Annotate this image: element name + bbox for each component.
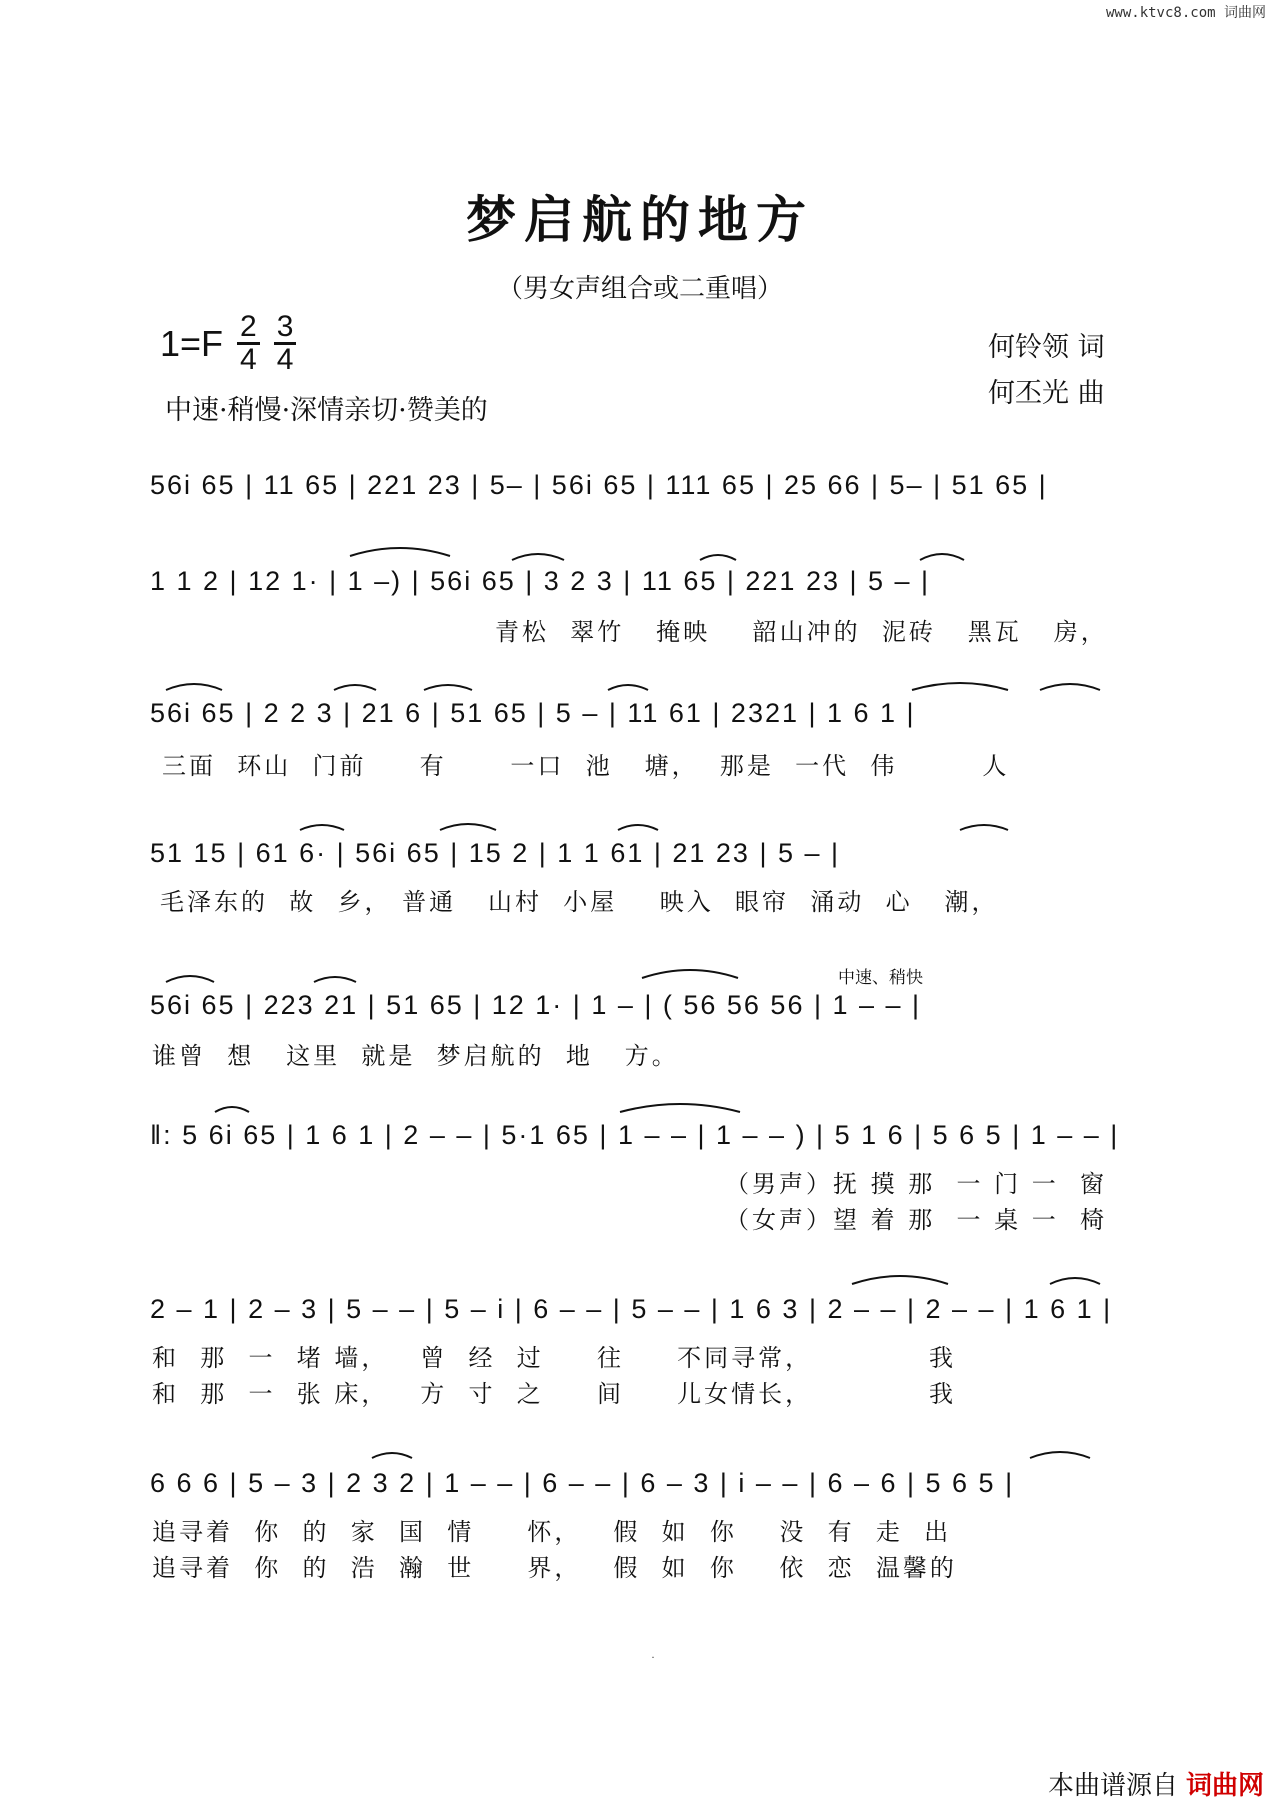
slur	[334, 685, 376, 690]
lyric-line-6-male: （男声）抚 摸 那 一 门 一 窗	[725, 1170, 1108, 1198]
time-signature-2	[274, 312, 297, 375]
tie	[642, 970, 738, 978]
footer-source: 本曲谱源自	[1047, 1771, 1178, 1801]
lyric-line-8-b: 追寻着 你 的 浩 瀚 世 界， 假 如 你 依 恋 温馨的	[152, 1554, 957, 1582]
slur	[618, 825, 658, 830]
watermark-text: www.ktvc8.com 词曲网	[1105, 5, 1266, 21]
credits	[988, 325, 1105, 417]
tie	[620, 1104, 740, 1112]
time-signature-1	[237, 312, 260, 375]
lyric-line-7-a: 和 那 一 堵 墙， 曾 经 过 往 不同寻常， 我	[152, 1344, 957, 1372]
slur	[314, 977, 356, 982]
notation-line-3: 56i 65 | 2 2 3 | 21 6 | 51 65 | 5 – | 11 61 | 2321 | 1 6 1 |	[150, 698, 916, 728]
lyric-line-5: 谁曾 想 这里 就是 梦启航的 地 方。	[152, 1042, 679, 1070]
slur	[1040, 684, 1100, 690]
slur	[960, 825, 1008, 830]
notation-line-6: ‖: 5 6i 65 | 1 6 1 | 2 – – | 5·1 65 | 1 – – | 1 – – ) | 5 1 6 | 5 6 5 | 1 – – |	[150, 1120, 1120, 1150]
tempo-change-marking: 中速、稍快	[838, 968, 923, 988]
slur	[215, 1107, 249, 1112]
notation-line-7: 2 – 1 | 2 – 3 | 5 – – | 5 – i | 6 – – | 5 – – | 1 6 3 | 2 – – | 2 – – | 1 6 1 |	[150, 1294, 1113, 1324]
key-label: 1=F	[160, 322, 224, 364]
notation-line-4: 51 15 | 61 6· | 56i 65 | 15 2 | 1 1 61 | 21 23 | 5 – |	[150, 838, 841, 868]
lyric-line-7-b: 和 那 一 张 床， 方 寸 之 间 儿女情长， 我	[152, 1380, 957, 1408]
notation-line-5: 56i 65 | 223 21 | 51 65 | 12 1· | 1 – | ( 56 56 56 | 1 – – |	[150, 990, 922, 1020]
composer: 何丕光 曲	[988, 378, 1105, 409]
slur	[920, 554, 964, 560]
tie	[350, 548, 450, 556]
lyricist: 何铃领 词	[988, 332, 1105, 363]
song-title: 梦启航的地方	[466, 190, 814, 249]
footer	[1048, 1765, 1264, 1802]
notation-line-8: 6 6 6 | 5 – 3 | 2 3 2 | 1 – – | 6 – – | 6 – 3 | i – – | 6 – 6 | 5 6 5 |	[150, 1468, 1015, 1498]
time-sig-denominator: 4	[240, 343, 257, 376]
lyric-line-2: 青松 翠竹 掩映 韶山冲的 泥砖 黑瓦 房，	[495, 618, 1108, 646]
lyric-line-8-a: 追寻着 你 的 家 国 情 怀， 假 如 你 没 有 走 出	[152, 1518, 952, 1546]
slur	[424, 685, 472, 690]
notation-line-2: 1 1 2 | 12 1· | 1 –) | 56i 65 | 3 2 3 | 11 65 | 221 23 | 5 – |	[150, 566, 931, 596]
slur	[912, 683, 1008, 690]
time-sig-numerator: 3	[274, 312, 297, 345]
footer-site-logo: 词曲网	[1185, 1771, 1264, 1801]
time-sig-denominator: 4	[276, 343, 294, 376]
slur	[608, 685, 648, 690]
key-signature	[160, 312, 296, 375]
song-subtitle: （男女声组合或二重唱）	[496, 274, 783, 304]
slur	[512, 554, 564, 560]
page-mark: ·	[651, 1650, 655, 1664]
slur	[1050, 1278, 1100, 1284]
notation-line-1: 56i 65 | 11 65 | 221 23 | 5– | 56i 65 | 111 65 | 25 66 | 5– | 51 65 |	[150, 470, 1048, 500]
tie	[852, 1276, 948, 1284]
slur	[166, 976, 214, 982]
lyric-line-6-female: （女声）望 着 那 一 桌 一 椅	[725, 1206, 1108, 1234]
lyric-line-4: 毛泽东的 故 乡， 普通 山村 小屋 映入 眼帘 涌动 心 潮，	[160, 888, 999, 916]
slur	[166, 684, 222, 690]
lyric-line-3: 三面 环山 门前 有 一口 池 塘， 那是 一代 伟 人	[162, 752, 1010, 780]
slur	[372, 1453, 412, 1458]
slur	[300, 825, 344, 830]
tempo-marking: 中速·稍慢·深情亲切·赞美的	[165, 395, 488, 426]
time-sig-numerator: 2	[237, 312, 260, 345]
slur	[700, 555, 736, 560]
slur	[1030, 1452, 1090, 1458]
slur	[440, 824, 496, 830]
